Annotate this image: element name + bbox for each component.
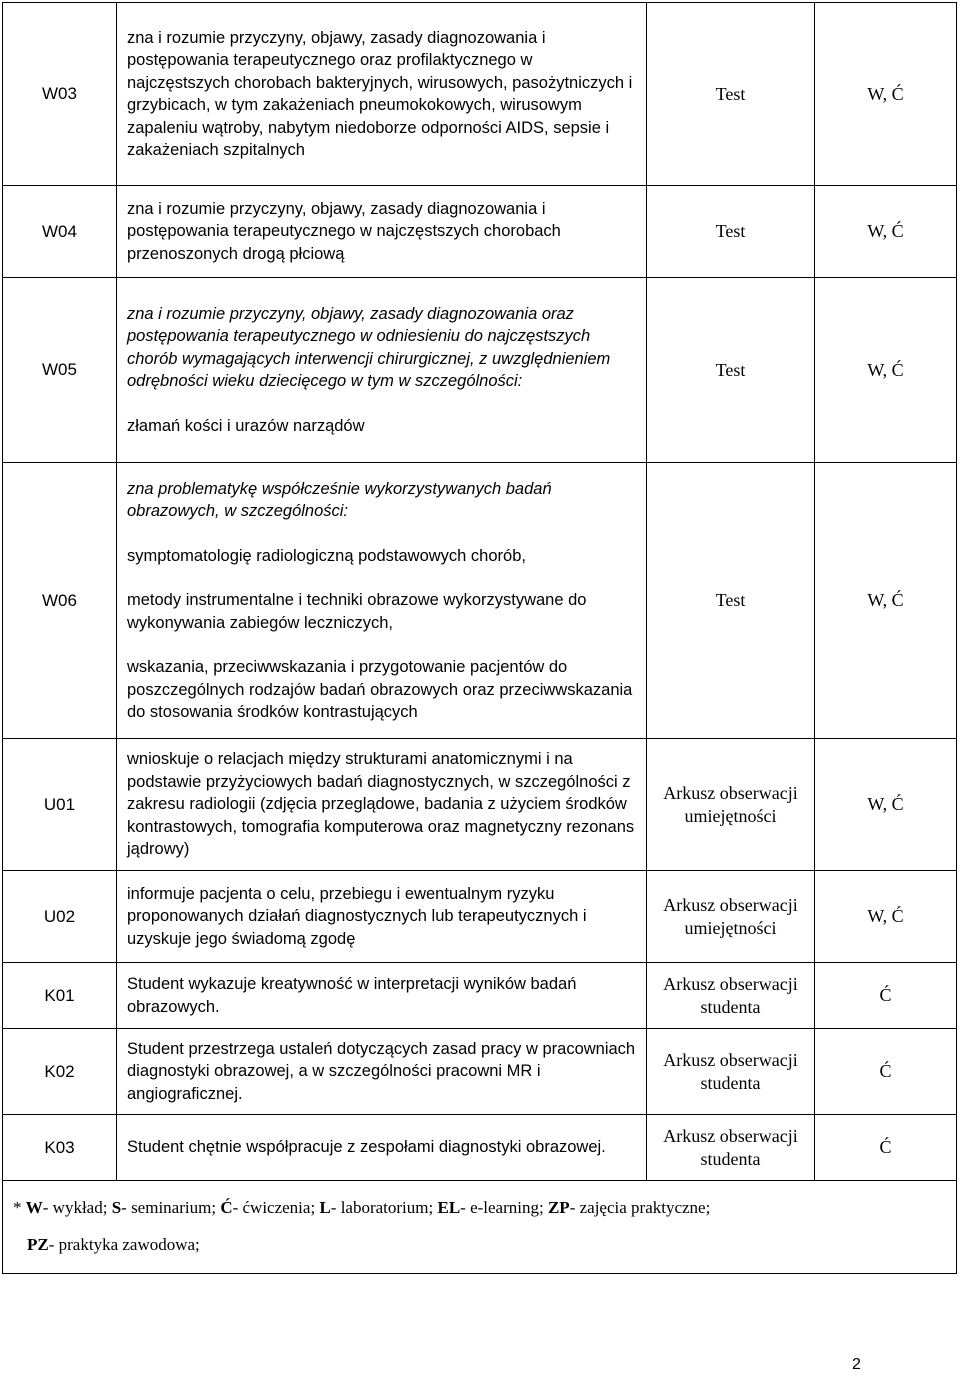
verification-method: Test	[647, 3, 815, 186]
footnote-legend	[3, 1181, 957, 1274]
class-form: W, Ć	[815, 739, 957, 871]
outcome-code: K02	[3, 1029, 117, 1115]
legend-abbr: PZ	[27, 1235, 49, 1254]
verification-method: Arkusz obserwacji studenta	[647, 1115, 815, 1181]
verification-method: Test	[647, 463, 815, 739]
legend-text: - laboratorium;	[330, 1198, 438, 1217]
table-row	[3, 463, 957, 739]
description-paragraph: Student chętnie współpracuje z zespołami diagnostyki obrazowej.	[127, 1138, 606, 1157]
legend-text: - zajęcia praktyczne;	[569, 1198, 711, 1217]
legend-abbr: W	[25, 1198, 43, 1217]
table-row	[3, 871, 957, 963]
outcome-description	[117, 963, 647, 1029]
verification-method: Test	[647, 186, 815, 278]
description-paragraph: Student przestrzega ustaleń dotyczących zasad pracy w pracowniach diagnostyki obrazowej, a w szczególności pracowni MR i angiograficznej.	[127, 1039, 636, 1103]
verification-method: Arkusz obserwacji umiejętności	[647, 871, 815, 963]
outcome-code: K01	[3, 963, 117, 1029]
legend-abbr: S	[111, 1198, 122, 1217]
description-paragraph: zna problematykę współcześnie wykorzystywanych badań obrazowych, w szczególności:	[127, 479, 552, 520]
description-paragraph: zna i rozumie przyczyny, objawy, zasady diagnozowania oraz postępowania terapeutycznego w odniesieniu do najczęstszych chorób wymagających interwencji chirurgicznej, z uwzględnieniem odrębności wieku dziecięcego w tym w szczególności:	[127, 304, 611, 391]
outcome-description	[117, 3, 647, 186]
legend-abbr: ZP	[547, 1198, 570, 1217]
outcome-code: W05	[3, 278, 117, 463]
table-row	[3, 186, 957, 278]
outcome-description	[117, 871, 647, 963]
outcome-code: U01	[3, 739, 117, 871]
description-paragraph: wskazania, przeciwwskazania i przygotowanie pacjentów do poszczególnych rodzajów badań obrazowych oraz przeciwwskazania do stosowania środków kontrastujących	[127, 658, 633, 721]
outcome-description	[117, 739, 647, 871]
description-paragraph: zna i rozumie przyczyny, objawy, zasady diagnozowania i postępowania terapeutycznego w najczęstszych chorobach przenoszonych drogą płciową	[127, 199, 561, 263]
class-form: Ć	[815, 963, 957, 1029]
description-paragraph: metody instrumentalne i techniki obrazowe wykorzystywane do wykonywania zabiegów leczniczych,	[127, 591, 587, 632]
page-number: 2	[852, 1356, 861, 1373]
legend-text: - e-learning;	[460, 1198, 548, 1217]
outcome-description	[117, 463, 647, 739]
legend-abbr: L	[319, 1198, 331, 1217]
class-form: W, Ć	[815, 3, 957, 186]
legend-text: - wykład;	[42, 1198, 112, 1217]
legend-abbr: EL	[437, 1198, 461, 1217]
outcome-description	[117, 1115, 647, 1181]
outcome-code: U02	[3, 871, 117, 963]
class-form: W, Ć	[815, 871, 957, 963]
outcomes-table	[2, 2, 957, 1274]
class-form: W, Ć	[815, 278, 957, 463]
legend-text: - seminarium;	[121, 1198, 221, 1217]
learning-outcomes-table	[2, 2, 956, 1274]
legend-text: - ćwiczenia;	[232, 1198, 320, 1217]
table-row	[3, 739, 957, 871]
description-paragraph: Student wykazuje kreatywność w interpretacji wyników badań obrazowych.	[127, 975, 577, 1016]
description-paragraph: złamań kości i urazów narządów	[127, 416, 365, 435]
outcome-code: W06	[3, 463, 117, 739]
outcome-code: W04	[3, 186, 117, 278]
table-row	[3, 3, 957, 186]
footnote-star: *	[13, 1198, 26, 1217]
legend-abbr: Ć	[220, 1198, 233, 1217]
class-form: Ć	[815, 1115, 957, 1181]
outcome-description	[117, 186, 647, 278]
table-row	[3, 963, 957, 1029]
class-form: W, Ć	[815, 463, 957, 739]
verification-method: Arkusz obserwacji umiejętności	[647, 739, 815, 871]
table-row	[3, 1115, 957, 1181]
class-form: Ć	[815, 1029, 957, 1115]
description-paragraph: wnioskuje o relacjach między strukturami anatomicznymi i na podstawie przyżyciowych badań diagnostycznych, w szczególności z zakresu radiologii (zdjęcia przeglądowe, badania z użyciem środków kontrastowych, tomografia komputerowa oraz magnetyczny rezonans jądrowy)	[127, 750, 635, 859]
outcome-description	[117, 278, 647, 463]
verification-method: Arkusz obserwacji studenta	[647, 1029, 815, 1115]
footnote-row	[3, 1181, 957, 1274]
legend-text: - praktyka zawodowa;	[48, 1235, 200, 1254]
table-row	[3, 278, 957, 463]
description-paragraph: informuje pacjenta o celu, przebiegu i ewentualnym ryzyku proponowanych działań diagnostycznych lub terapeutycznych i uzyskuje jego świadomą zgodę	[127, 884, 587, 948]
table-row	[3, 1029, 957, 1115]
outcome-code: W03	[3, 3, 117, 186]
outcome-code: K03	[3, 1115, 117, 1181]
class-form: W, Ć	[815, 186, 957, 278]
description-paragraph: symptomatologię radiologiczną podstawowych chorób,	[127, 546, 526, 565]
verification-method: Arkusz obserwacji studenta	[647, 963, 815, 1029]
description-paragraph: zna i rozumie przyczyny, objawy, zasady diagnozowania i postępowania terapeutycznego oraz profilaktycznego w najczęstszych chorobach bakteryjnych, wirusowych, pasożytniczych i grzybicach, w tym zakażeniach pneumokokowych, wirusowym zapaleniu wątroby, nabytym niedoborze odporności AIDS, sepsie i zakażeniach szpitalnych	[127, 28, 633, 159]
verification-method: Test	[647, 278, 815, 463]
outcome-description	[117, 1029, 647, 1115]
